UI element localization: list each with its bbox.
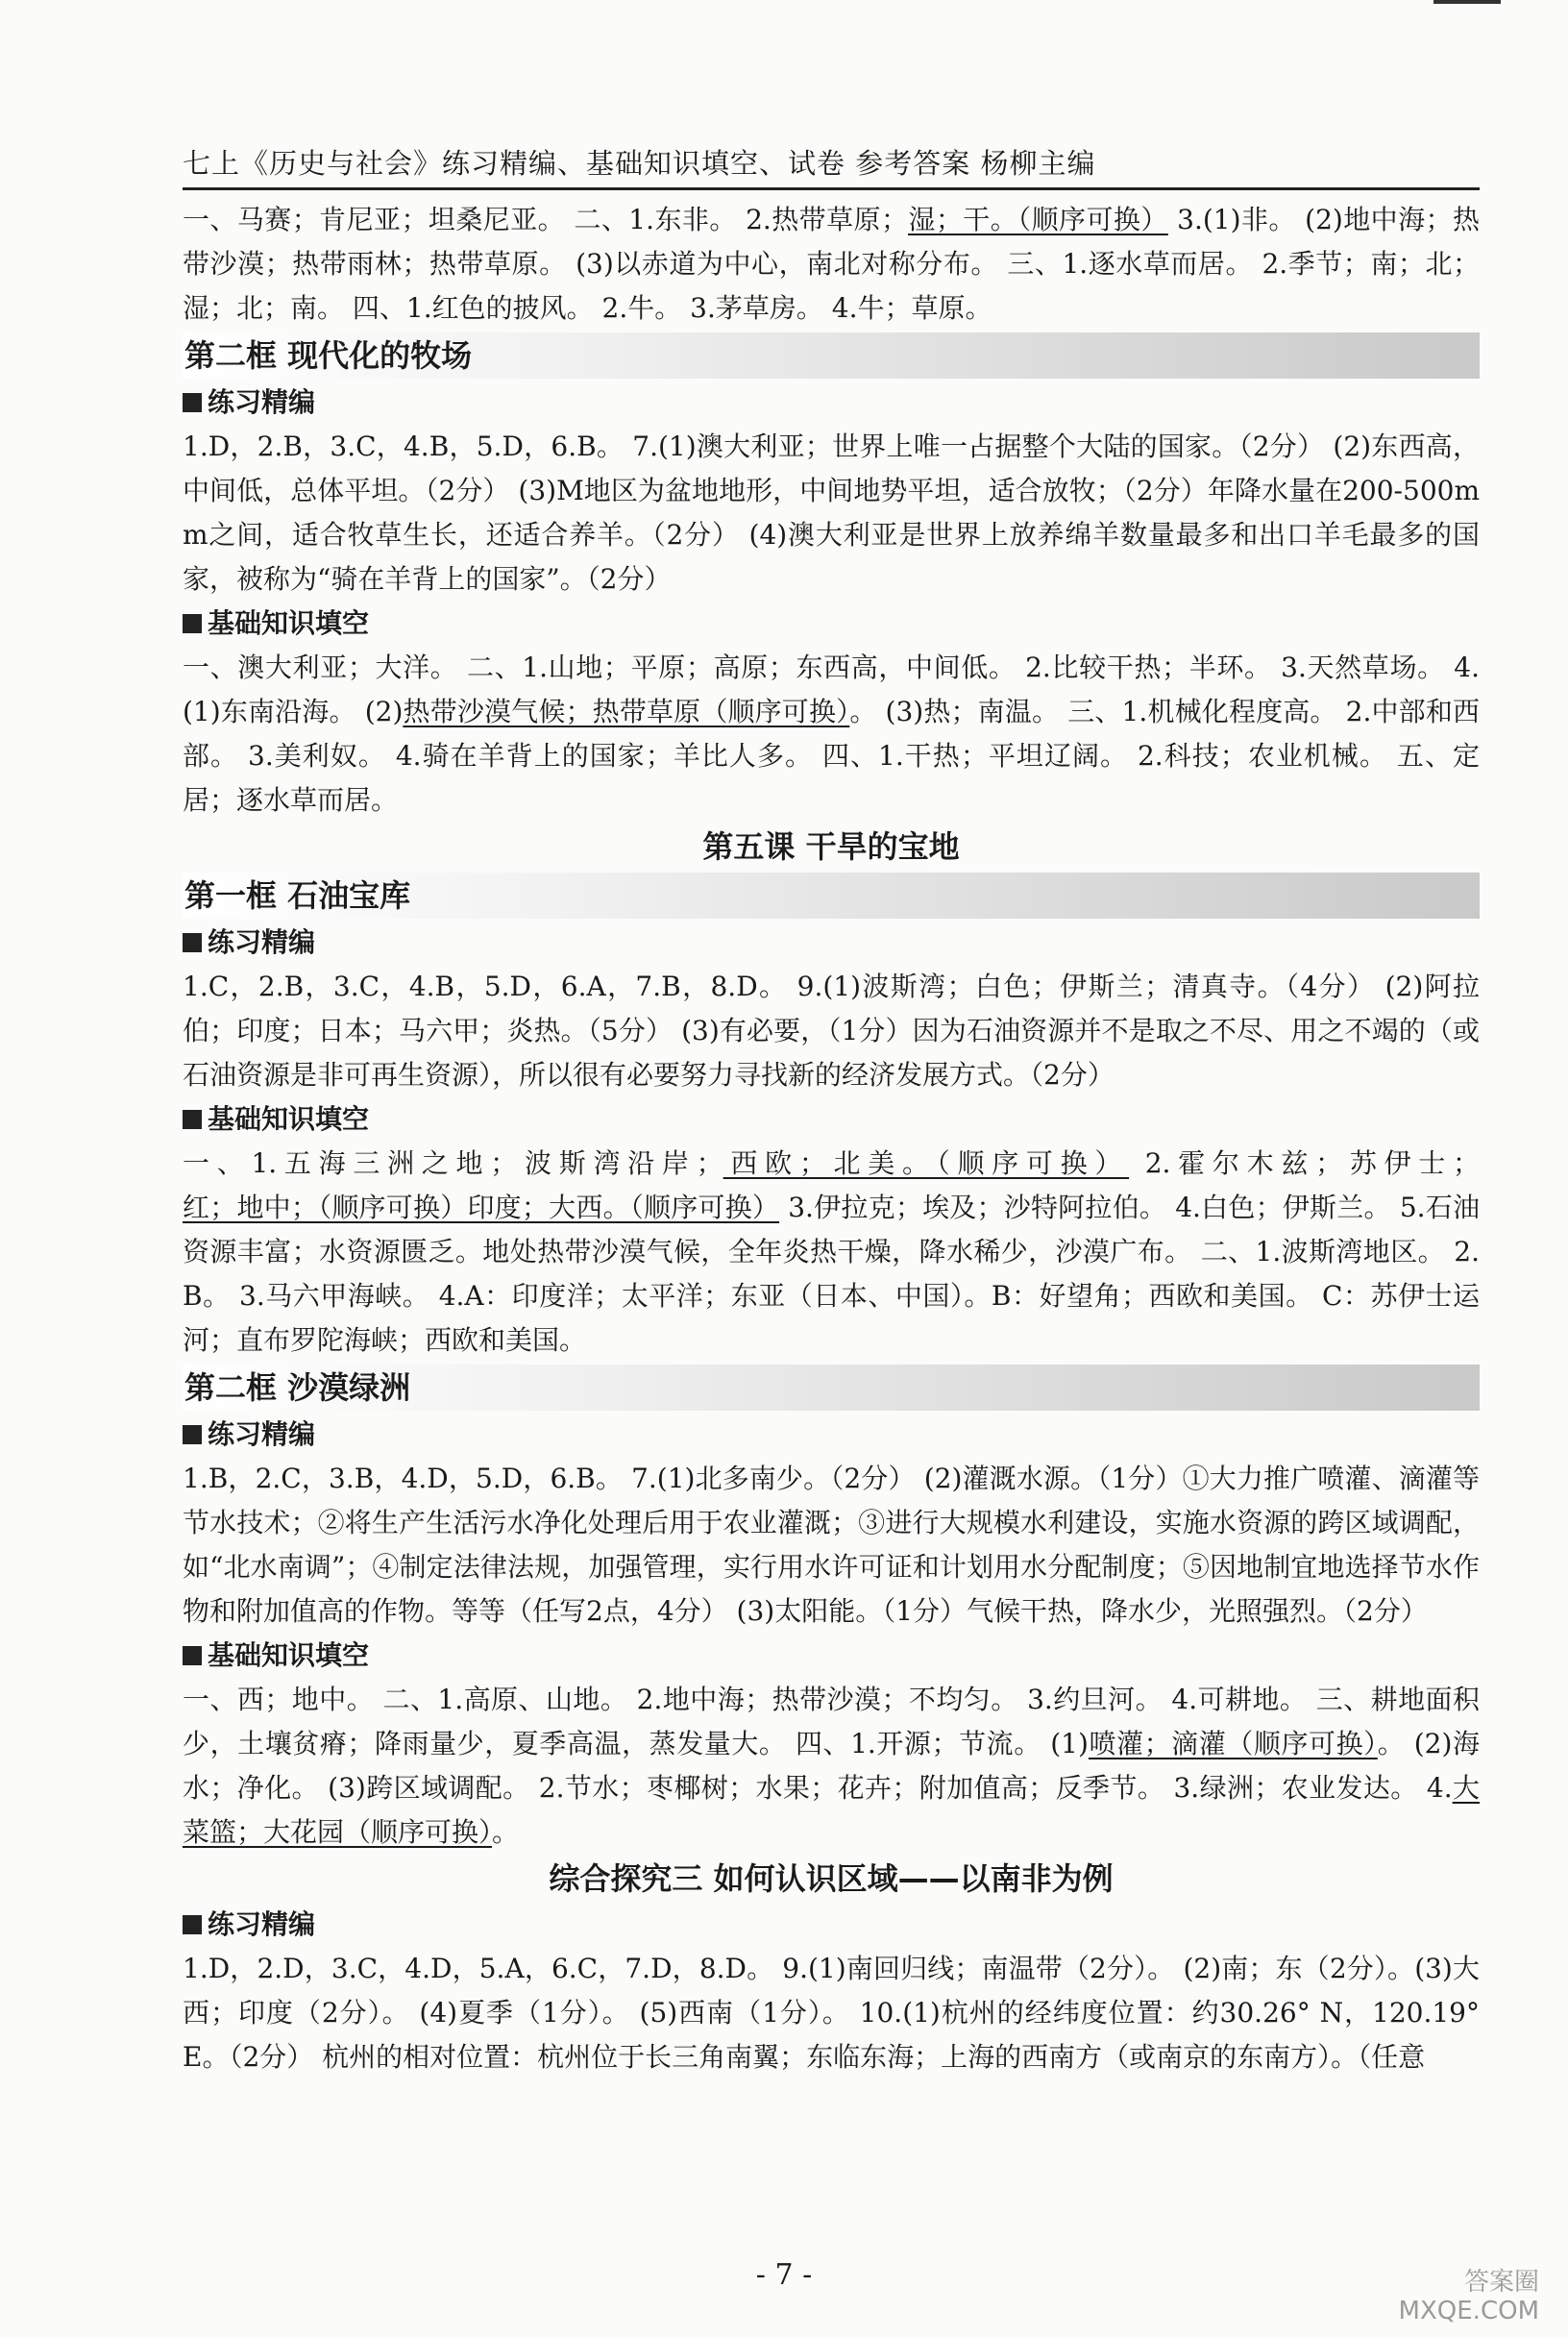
square-bullet-icon <box>183 614 202 633</box>
modern-ranch-basic: 一、澳大利亚；大洋。 二、1.山地；平原；高原；东西高，中间低。 2.比较干热；半环。 3.天然草场。 4.(1)东南沿海。 (2)热带沙漠气候；热带草原（顺序可换）。 (3)热；南温。 三、1.机械化程度高。 2.中部和西部。 3.美利奴。 4.骑在羊背上的国家；羊比人多。 四、1.干热；平坦辽阔。 2.科技；农业机械。 五、定居；逐水草而居。 <box>183 652 1481 816</box>
oil-practice: 1.C，2.B，3.C，4.B，5.D，6.A，7.B，8.D。 9.(1)波斯湾；白色；伊斯兰；清真寺。（4分） (2)阿拉伯；印度；日本；马六甲；炎热。（5分） (3)有必要，（1分）因为石油资源并不是取之不尽、用之不竭的（或石油资源是非可再生资源），所以很有必要努力寻找新的经济发展方式。（2分） <box>183 971 1480 1091</box>
frame-title-modern-ranch: 第二框 现代化的牧场 <box>183 332 1480 379</box>
running-header: 七上《历史与社会》练习精编、基础知识填空、试卷 参考答案 杨柳主编 <box>183 142 1480 190</box>
square-bullet-icon <box>183 1110 202 1129</box>
oasis-basic: 一、西；地中。 二、1.高原、山地。 2.地中海；热带沙漠；不均匀。 3.约旦河。 4.可耕地。 三、耕地面积少，土壤贫瘠；降雨量少，夏季高温，蒸发量大。 四、1.开源；节流。 (1)喷灌；滴灌（顺序可换）。 (2)海水；净化。 (3)跨区域调配。 2.节水；枣椰树；水果；花卉；附加值高；反季节。 3.绿洲；农业发达。 4.大菜篮；大花园（顺序可换）。 <box>183 1684 1480 1848</box>
answer-page <box>183 142 1480 2079</box>
section-label-practice: 练习精编 <box>183 1413 1480 1457</box>
oil-basic: 一、1.五海三洲之地；波斯湾沿岸；西欧；北美。（顺序可换） 2.霍尔木兹；苏伊士；红；地中；（顺序可换）印度；大西。（顺序可换） 3.伊拉克；埃及；沙特阿拉伯。 4.白色；伊斯兰。 5.石油资源丰富；水资源匮乏。地处热带沙漠气候，全年炎热干燥，降水稀少，沙漠广布。 二、1.波斯湾地区。 2.B。 3.马六甲海峡。 4.A：印度洋；太平洋；东亚（日本、中国）。B：好望角；西欧和美国。 C：苏伊士运河；直布罗陀海峡；西欧和美国。 <box>183 1147 1480 1356</box>
section-label-basic: 基础知识填空 <box>183 602 1480 646</box>
lesson-title-explore-three: 综合探究三 如何认识区域——以南非为例 <box>549 1860 1114 1897</box>
watermark-logo: 答案圈 MXQE.COM <box>1398 2268 1539 2325</box>
frame-title-oil-treasury: 第一框 石油宝库 <box>183 873 1480 919</box>
section-label-practice: 练习精编 <box>183 921 1480 965</box>
explore-practice: 1.D，2.D，3.C，4.D，5.A，6.C，7.D，8.D。 9.(1)南回归线；南温带（2分）。 (2)南；东（2分）。(3)大西；印度（2分）。 (4)夏季（1分）。 (5)西南（1分）。 10.(1)杭州的经纬度位置：约30.26° N，120.19° E。（2分） 杭州的相对位置：杭州位于长三角南翼；东临东海；上海的西南方（或南京的东南方）。（任意 <box>183 1953 1480 2073</box>
modern-ranch-practice: 1.D，2.B，3.C，4.B，5.D，6.B。 7.(1)澳大利亚；世界上唯一占据整个大陆的国家。（2分） (2)东西高，中间低，总体平坦。（2分） (3)M地区为盆地地形，中间地势平坦，适合放牧；（2分）年降水量在200-500mm之间，适合牧草生长，还适合养羊。（2分） (4)澳大利亚是世界上放养绵羊数量最多和出口羊毛最多的国家，被称为“骑在羊背上的国家”。（2分） <box>183 430 1480 595</box>
square-bullet-icon <box>183 1915 202 1934</box>
lesson-title-arid-treasure: 第五课 干旱的宝地 <box>702 828 960 865</box>
corner-mark <box>1433 0 1501 4</box>
square-bullet-icon <box>183 393 202 412</box>
oasis-practice: 1.B，2.C，3.B，4.D，5.D，6.B。 7.(1)北多南少。（2分） (2)灌溉水源。（1分）①大力推广喷灌、滴灌等节水技术；②将生产生活污水净化处理后用于农业灌溉；③进行大规模水利建设，实施水资源的跨区域调配，如“北水南调”；④制定法律法规，加强管理，实行用水许可证和计划用水分配制度；⑤因地制宜地选择节水作物和附加值高的作物。等等（任写2点，4分） (3)太阳能。（1分）气候干热，降水少，光照强烈。（2分） <box>183 1463 1480 1627</box>
section-label-practice: 练习精编 <box>183 1903 1480 1947</box>
section-label-basic: 基础知识填空 <box>183 1097 1480 1142</box>
square-bullet-icon <box>183 1646 202 1665</box>
page-number: - 7 - <box>755 2258 813 2292</box>
section-label-basic: 基础知识填空 <box>183 1634 1480 1678</box>
frame-title-desert-oasis: 第二框 沙漠绿洲 <box>183 1365 1480 1411</box>
intro-answers: 一、马赛；肯尼亚；坦桑尼亚。 二、1.东非。 2.热带草原；湿；干。（顺序可换） 3.(1)非。 (2)地中海；热带沙漠；热带雨林；热带草原。 (3)以赤道为中心，南北对称分布。 三、1.逐水草而居。 2.季节；南；北；湿；北；南。 四、1.红色的披风。 2.牛。 3.茅草房。 4.牛；草原。 <box>183 204 1480 324</box>
square-bullet-icon <box>183 1425 202 1444</box>
square-bullet-icon <box>183 933 202 952</box>
section-label-practice: 练习精编 <box>183 381 1480 425</box>
